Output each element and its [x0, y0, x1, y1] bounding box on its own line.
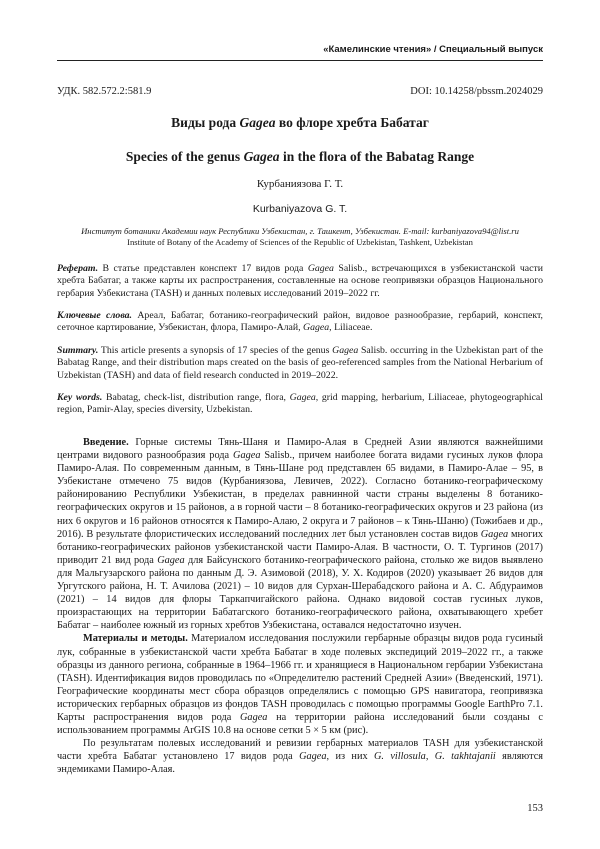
affiliation — [57, 226, 543, 248]
intro-paragraph: Введение. Горные системы Тянь-Шаня и Памиро-Алая в Средней Азии являются важнейшими центрами видового разнообразия рода Gagea Salisb., причем наиболее богата видами гусиных луков флора Памиро-Алая. По современным данным, в Тянь-Шане род представлен 65 видами, в Памиро-Алае – 95, в Узбекистане отмечено 75 видов (Курбаниязова, Левичев, 2022). Согласно ботанико-географическому районированию Республики Узбекистан, в пределах равнинной части страны выделены 8 ботанико-географических округов и 15 районов, а в горной части – 8 ботанико-географических округов и 23 района (из них 6 округов и 16 районов относятся к Памиро-Алаю, 2 округа и 7 районов – к Тянь-Шаню) (Тожибаев и др., 2016). В результате флористических исследований последних лет был установлен состав видов Gagea многих ботанико-географических районов узбекистанской части Памиро-Алая. В частности, О. Т. Тургинов (2017) приводит 21 вид рода Gagea для Байсунского ботанико-географического района, столько же видов выявлено для Мальгузарского района по данным Д. Э. Азимовой (2018), У. Х. Кодиров (2020) указывает 26 видов для Ургутского района, Н. Т. Ачилова (2021) – 10 видов для Сурхан-Шерабадского района и А. С. Абдураимов (2021) – 14 видов для флоры Таркапчигайского района. Однако видовой состав гусиных луков, произрастающих на территории Бабатагского ботанико-географического района, охватывающего хребет Бабатаг – наиболее южный из горных хребтов Узбекистана, оставался недостаточно изучен. — [57, 437, 543, 632]
keywords-ru: Ключевые слова. Ареал, Бабатаг, ботанико-географический район, видовое разнообразие, гербарий, конспект, сеточное картирование, Узбекистан, флора, Памиро-Алай, Gagea, Liliaceae. — [57, 310, 543, 334]
page-number: 153 — [527, 803, 543, 814]
header-rule — [57, 60, 543, 61]
results-paragraph: По результатам полевых исследований и ревизии гербарных материалов TASH для узбекистанской части хребта Бабатаг установлено 17 видов рода Gagea, из них G. villosula, G. takhtajanii являются эндемиками Памиро-Алая. — [57, 738, 543, 776]
author-en: Kurbaniyazova G. T. — [252, 203, 348, 215]
methods-paragraph: Материалы и методы. Материалом исследования послужили гербарные образцы видов рода гусиный лук, собранные в узбекистанской части хребта Бабатаг в ходе полевых экспедиций 2019–2022 гг., а также образцы из данного региона, собранные в 1964–1966 гг. и хранящиеся в Национальном гербарии Узбекистана (TASH). Идентификация видов проводилась по «Определителю растений Средней Азии» (Введенский, 1971). Географические координаты мест сбора образцов определялись с помощью GPS навигатора, геопривязка исторических гербарных образцов из фондов TASH проводилась с помощью программы Google EarthPro 7.1. Карты распространения видов рода Gagea на территории района исследований были созданы с использованием программы ArGIS 10.8 на основе сетки 5 × 5 км (рис). — [57, 633, 543, 737]
title-ru: Виды рода Gagea во флоре хребта Бабатаг — [171, 115, 429, 130]
affiliation-en: Institute of Botany of the Academy of Sciences of the Republic of Uzbekistan, Tashkent, Uzbekistan — [127, 237, 473, 247]
journal-header: «Камелинские чтения» / Специальный выпуск — [323, 44, 543, 55]
affiliation-ru: Институт ботаники Академии наук Республики Узбекистан, г. Ташкент, Узбекистан. E-mail: kurbaniyazova94@list.ru — [81, 226, 519, 236]
abstract-ru: Реферат. В статье представлен конспект 17 видов рода Gagea Salisb., встречающихся в узбекистанской части хребта Бабатаг, а также карты их распространения, составленные на основе геопривязки образцов Национального гербария Узбекистана (TASH) и данных полевых исследований 2019–2022 гг. — [57, 263, 544, 299]
title-en: Species of the genus Gagea in the flora of the Babatag Range — [125, 149, 475, 164]
doi-link[interactable]: DOI: 10.14258/pbssm.2024029 — [410, 86, 543, 97]
main-text — [57, 436, 543, 776]
summary-en: Summary. This article presents a synopsis of 17 species of the genus Gagea Salisb. occurring in the Uzbekistan part of the Babatag Range, and their distribution maps created on the basis of geo-referenced samples from the National Herbarium of Uzbekistan (TASH) and data of field research conducted in 2019–2022. — [57, 345, 543, 381]
keywords-en: Key words. Babatag, check-list, distribution range, flora, Gagea, grid mapping, herbarium, Liliaceae, phytogeographical region, Pamir-Alay, species diversity, Uzbekistan. — [57, 392, 543, 416]
author-ru: Курбаниязова Г. Т. — [256, 178, 344, 190]
udc-code: УДК. 582.572.2:581.9 — [57, 86, 152, 97]
